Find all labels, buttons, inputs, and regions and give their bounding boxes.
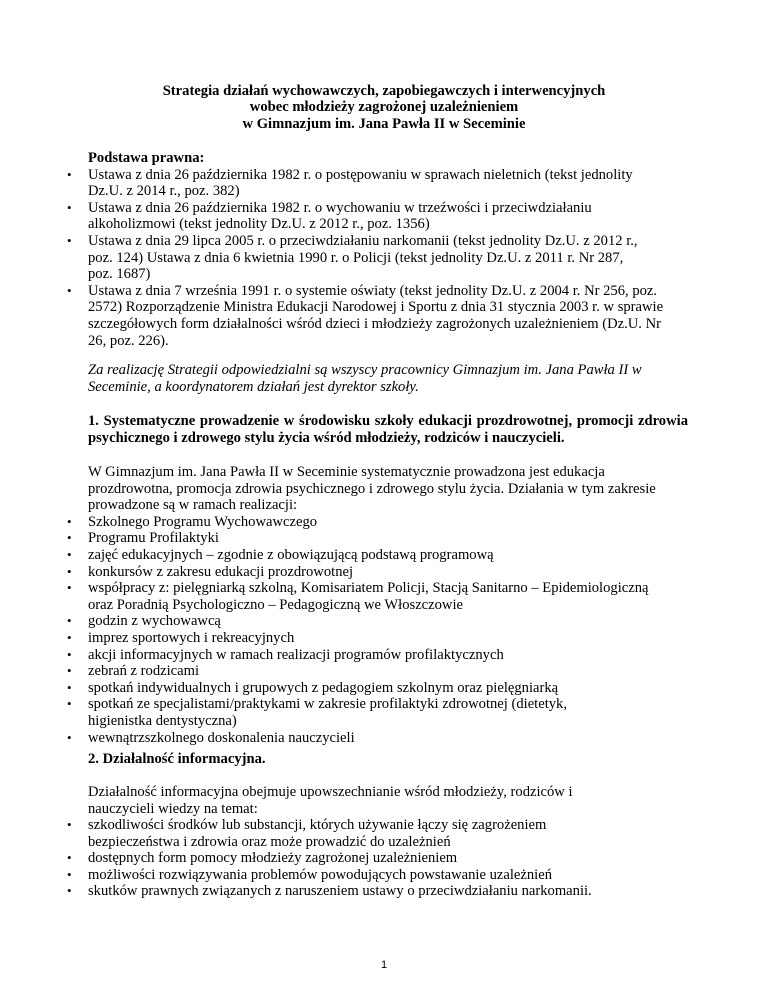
list-item: • możliwości rozwiązywania problemów powodujących powstawanie uzależnień [88, 867, 688, 884]
list-item: • Ustawa z dnia 7 września 1991 r. o systemie oświaty (tekst jednolity Dz.U. z 2004 r. Nr 256, poz. 2572) Rozporządzenie Ministra Edukacji Narodowej i Sportu z dnia 31 stycznia 2003 r. w sprawie szczegółowych form działalności wśród dzieci i młodzieży zagrożonych uzależnieniem (Dz.U. Nr 26, poz. 226). [88, 283, 678, 349]
list-item: • dostępnych form pomocy młodzieży zagrożonej uzależnieniem [88, 850, 688, 867]
document-title [90, 83, 678, 132]
section-2-intro: Działalność informacyjna obejmuje upowszechnianie wśród młodzieży, rodziców i nauczycieli wiedzy na temat: [88, 784, 573, 817]
list-item: • zajęć edukacyjnych – zgodnie z obowiązującą podstawą programową [88, 547, 668, 564]
legal-basis-list [88, 167, 688, 350]
section-1-heading: 1. Systematyczne prowadzenie w środowisku szkoły edukacji prozdrowotnej, promocji zdrowia psychicznego i zdrowego stylu życia wśród młodzieży, rodziców i nauczycieli. [88, 413, 688, 446]
legal-basis-section [88, 150, 688, 349]
section-1-intro: W Gimnazjum im. Jana Pawła II w Seceminie systematycznie prowadzona jest edukacja prozdrowotna, promocja zdrowia psychicznego i zdrowego stylu życia. Działania w tym zakresie prowadzone są w ramach realizacji: [88, 464, 656, 514]
list-item: • Programu Profilaktyki [88, 530, 668, 547]
list-item: • zebrań z rodzicami [88, 663, 668, 680]
section-1 [88, 413, 688, 446]
section-2-heading: 2. Działalność informacyjna. [88, 751, 266, 767]
list-item: • Ustawa z dnia 26 października 1982 r. o postępowaniu w sprawach nieletnich (tekst jednolity Dz.U. z 2014 r., poz. 382) [88, 167, 643, 200]
section-1-list [88, 514, 668, 746]
legal-basis-heading: Podstawa prawna: [88, 150, 205, 166]
list-item: • imprez sportowych i rekreacyjnych [88, 630, 668, 647]
list-item: • spotkań ze specjalistami/praktykami w zakresie profilaktyki zdrowotnej (dietetyk, higienistka dentystyczna) [88, 696, 628, 729]
list-item: • godzin z wychowawcą [88, 613, 668, 630]
section-1-body [88, 464, 668, 746]
list-item: • Szkolnego Programu Wychowawczego [88, 514, 668, 531]
list-item: • współpracy z: pielęgniarką szkolną, Komisariatem Policji, Stacją Sanitarno – Epidemiologiczną oraz Poradnią Psychologiczno – Pedagogiczną we Włoszczowie [88, 580, 668, 613]
list-item: • szkodliwości środków lub substancji, których używanie łączy się zagrożeniem bezpieczeństwa i zdrowia oraz może prowadzić do uzależnień [88, 817, 588, 850]
list-item: • wewnątrzszkolnego doskonalenia nauczycieli [88, 730, 668, 747]
list-item: • skutków prawnych związanych z naruszeniem ustawy o przeciwdziałaniu narkomanii. [88, 883, 688, 900]
list-item: • spotkań indywidualnych i grupowych z pedagogiem szkolnym oraz pielęgniarką [88, 680, 668, 697]
list-item: • konkursów z zakresu edukacji prozdrowotnej [88, 564, 668, 581]
page-number: 1 [380, 959, 388, 971]
section-2-list-wrap [88, 817, 688, 900]
section-2 [88, 751, 688, 768]
responsibility-note: Za realizację Strategii odpowiedzialni są wszyscy pracownicy Gimnazjum im. Jana Pawła II w Seceminie, a koordynatorem działań jest dyrektor szkoły. [88, 362, 642, 395]
list-item: • Ustawa z dnia 26 października 1982 r. o wychowaniu w trzeźwości i przeciwdziałaniu alkoholizmowi (tekst jednolity Dz.U. z 2012 r., poz. 1356) [88, 200, 643, 233]
list-item: • Ustawa z dnia 29 lipca 2005 r. o przeciwdziałaniu narkomanii (tekst jednolity Dz.U. z 2012 r., poz. 124) Ustawa z dnia 6 kwietnia 1990 r. o Policji (tekst jednolity Dz.U. z 2011 r. Nr 287, poz. 1687) [88, 233, 643, 283]
title-line: wobec młodzieży zagrożonej uzależnieniem [249, 99, 519, 116]
title-line: w Gimnazjum im. Jana Pawła II w Seceminie [242, 115, 526, 132]
title-line: Strategia działań wychowawczych, zapobiegawczych i interwencyjnych [162, 83, 606, 99]
section-2-list [88, 817, 688, 900]
section-2-body [88, 784, 613, 817]
list-item: • akcji informacyjnych w ramach realizacji programów profilaktycznych [88, 647, 668, 664]
